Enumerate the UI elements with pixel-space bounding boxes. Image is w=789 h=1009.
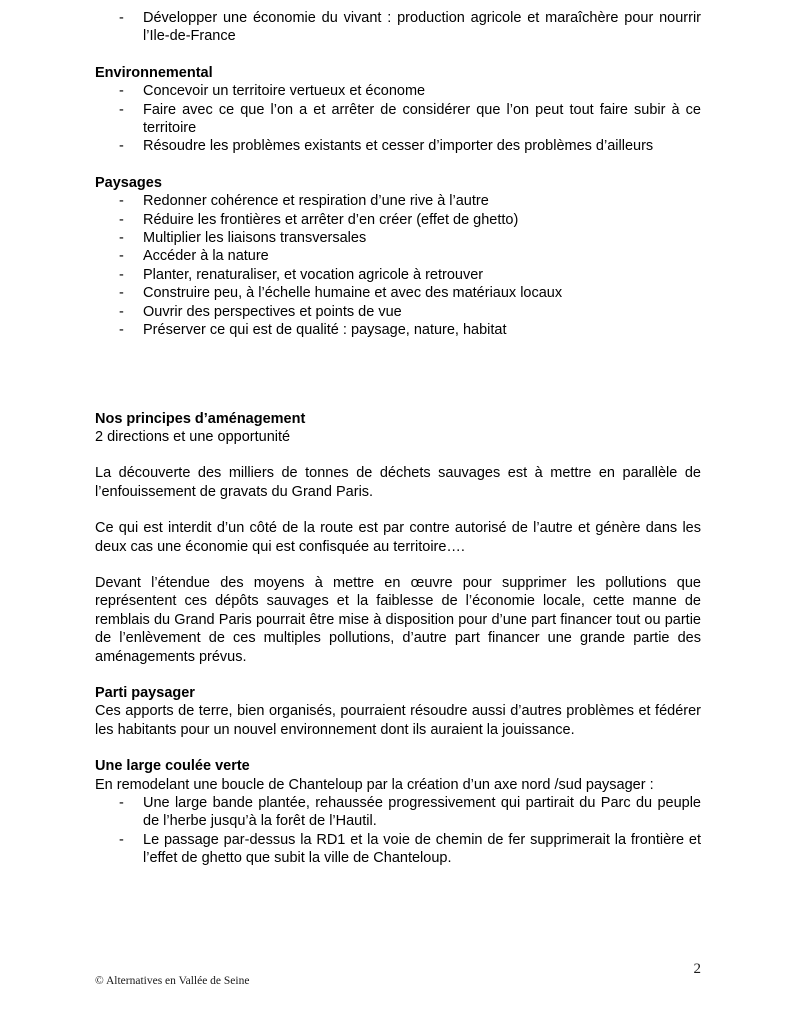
bullet-dash: - xyxy=(119,303,124,320)
list-item xyxy=(95,284,701,302)
paragraph: La découverte des milliers de tonnes de déchets sauvages est à mettre en parallèle de l’enfouissement de gravats du Grand Paris. xyxy=(95,465,701,500)
list-item-text: Réduire les frontières et arrêter d’en créer (effet de ghetto) xyxy=(143,211,519,228)
list-item xyxy=(95,831,701,868)
list-item xyxy=(95,9,701,46)
list-item xyxy=(95,229,701,247)
bullet-dash: - xyxy=(119,831,124,848)
bullet-list xyxy=(95,82,701,156)
list-item-text: Multiplier les liaisons transversales xyxy=(143,230,367,247)
bullet-dash: - xyxy=(119,10,124,26)
list-item xyxy=(95,247,701,265)
bullet-list xyxy=(95,192,701,339)
bullet-dash: - xyxy=(119,138,124,155)
paragraph: Ce qui est interdit d’un côté de la route est par contre autorisé de l’autre et génère dans les deux cas une économie qui est confisquée au territoire…. xyxy=(95,520,701,555)
list-item xyxy=(95,192,701,210)
section-heading: Une large coulée verte xyxy=(95,758,250,775)
paragraph: 2 directions et une opportunité xyxy=(95,428,291,445)
list-item xyxy=(95,303,701,321)
list-item xyxy=(95,137,701,155)
bullet-dash: - xyxy=(119,795,124,811)
list-item-text: Planter, renaturaliser, et vocation agricole à retrouver xyxy=(143,266,484,283)
section-heading: Nos principes d’aménagement xyxy=(95,410,306,427)
paragraph: En remodelant une boucle de Chanteloup par la création d’un axe nord /sud paysager : xyxy=(95,776,654,793)
list-item-text: Préserver ce qui est de qualité : paysage, nature, habitat xyxy=(143,322,507,339)
bullet-dash: - xyxy=(119,211,124,228)
list-item-text: Construire peu, à l’échelle humaine et avec des matériaux locaux xyxy=(143,285,563,302)
list-item-text: Redonner cohérence et respiration d’une rive à l’autre xyxy=(143,193,489,210)
section-heading: Paysages xyxy=(95,174,162,191)
list-item xyxy=(95,321,701,339)
list-item xyxy=(95,82,701,100)
list-item-text: Résoudre les problèmes existants et cesser d’importer des problèmes d’ailleurs xyxy=(143,138,654,155)
section-heading: Parti paysager xyxy=(95,684,195,701)
list-item-text: Faire avec ce que l’on a et arrêter de considérer que l’on peut tout faire subir à ce territoire xyxy=(143,101,701,137)
list-item xyxy=(95,211,701,229)
bullet-dash: - xyxy=(119,101,124,118)
list-item-text: Une large bande plantée, rehaussée progressivement qui partirait du Parc du peuple de l’herbe jusqu’à la forêt de l’Hautil. xyxy=(143,795,701,830)
bullet-dash: - xyxy=(119,230,124,247)
bullet-dash: - xyxy=(119,248,124,265)
bullet-dash: - xyxy=(119,266,124,283)
paragraph: Devant l’étendue des moyens à mettre en œuvre pour supprimer les pollutions que représentent ces dépôts sauvages et la faiblesse de l’économie locale, cette manne de remblais du Grand Paris pourrait être mise à disposition pour d’une part financer tout ou partie de l’enlèvement de ces multiples pollutions, d’autre part financer une grande partie des aménagements prévus. xyxy=(95,574,701,665)
list-item-text: Ouvrir des perspectives et points de vue xyxy=(143,303,402,320)
document-content xyxy=(95,9,701,868)
list-item xyxy=(95,794,701,831)
section-heading: Environnemental xyxy=(95,64,213,81)
bullet-dash: - xyxy=(119,83,124,100)
list-item xyxy=(95,101,701,138)
list-item-text: Concevoir un territoire vertueux et économe xyxy=(143,83,426,100)
bullet-dash: - xyxy=(119,322,124,339)
paragraph: Ces apports de terre, bien organisés, pourraient résoudre aussi d’autres problèmes et fédérer les habitants pour un nouvel environnement dont ils auraient la jouissance. xyxy=(95,703,701,738)
bullet-dash: - xyxy=(119,193,124,210)
bullet-list xyxy=(95,794,701,868)
footer-copyright: © Alternatives en Vallée de Seine xyxy=(95,975,250,987)
bullet-dash: - xyxy=(119,285,124,302)
list-item-text: Le passage par-dessus la RD1 et la voie de chemin de fer supprimerait la frontière et l’effet de ghetto que subit la ville de Chanteloup. xyxy=(143,831,701,867)
page-number: 2 xyxy=(693,961,701,977)
list-item-text: Accéder à la nature xyxy=(143,248,269,265)
list-item xyxy=(95,266,701,284)
list-item-text: Développer une économie du vivant : production agricole et maraîchère pour nourrir l’Ile-de-France xyxy=(143,10,701,45)
bullet-list xyxy=(95,9,701,46)
